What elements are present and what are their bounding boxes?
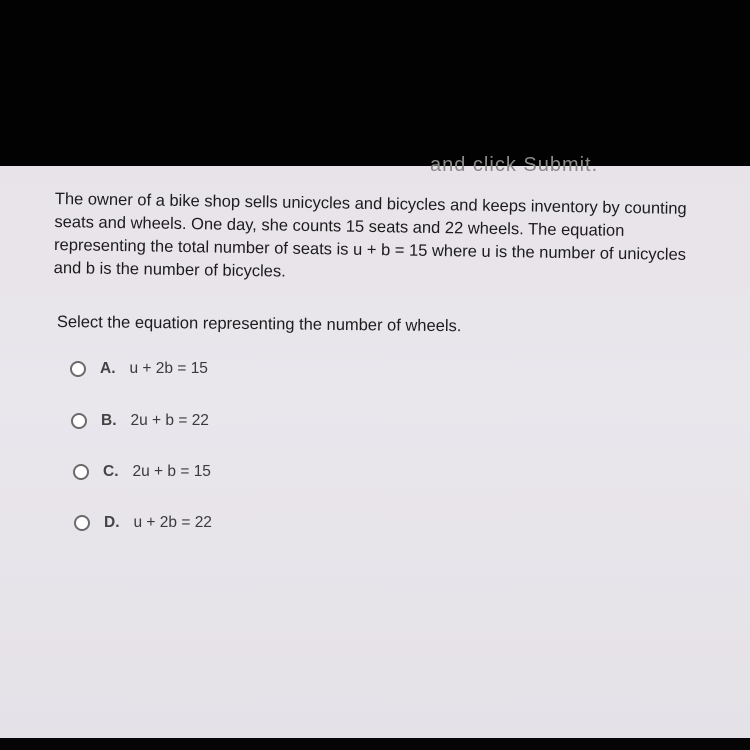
choice-c[interactable] <box>73 463 211 481</box>
monitor-bezel-top <box>0 0 750 166</box>
radio-button-icon[interactable] <box>70 361 86 377</box>
question-text: The owner of a bike shop sells unicycles and bicycles and keeps inventory by counting seats and wheels. One day, she counts 15 seats and 22 wheels. The equation representing the total number of seats is u + b = 15 where u is the number of unicycles and b is the number of bicycles. <box>53 189 687 281</box>
choice-d[interactable] <box>74 514 212 532</box>
choice-b[interactable] <box>71 412 209 430</box>
radio-button-icon[interactable] <box>73 464 89 480</box>
choice-equation: u + 2b = 22 <box>133 514 212 531</box>
radio-button-icon[interactable] <box>74 515 90 531</box>
choice-equation: 2u + b = 22 <box>130 412 209 429</box>
instruction-cutoff-text: and click Submit. <box>430 154 599 176</box>
choice-equation: 2u + b = 15 <box>132 463 211 480</box>
choice-letter: B. <box>101 412 117 429</box>
question-prompt: Select the equation representing the number of wheels. <box>56 313 462 336</box>
radio-button-icon[interactable] <box>71 413 87 429</box>
monitor-bezel-bottom <box>0 738 750 750</box>
choice-letter: D. <box>104 514 120 531</box>
choice-equation: u + 2b = 15 <box>129 360 208 377</box>
choice-letter: C. <box>103 463 119 480</box>
choice-a[interactable] <box>70 360 208 378</box>
quiz-screen <box>0 154 750 750</box>
choice-letter: A. <box>100 360 116 377</box>
